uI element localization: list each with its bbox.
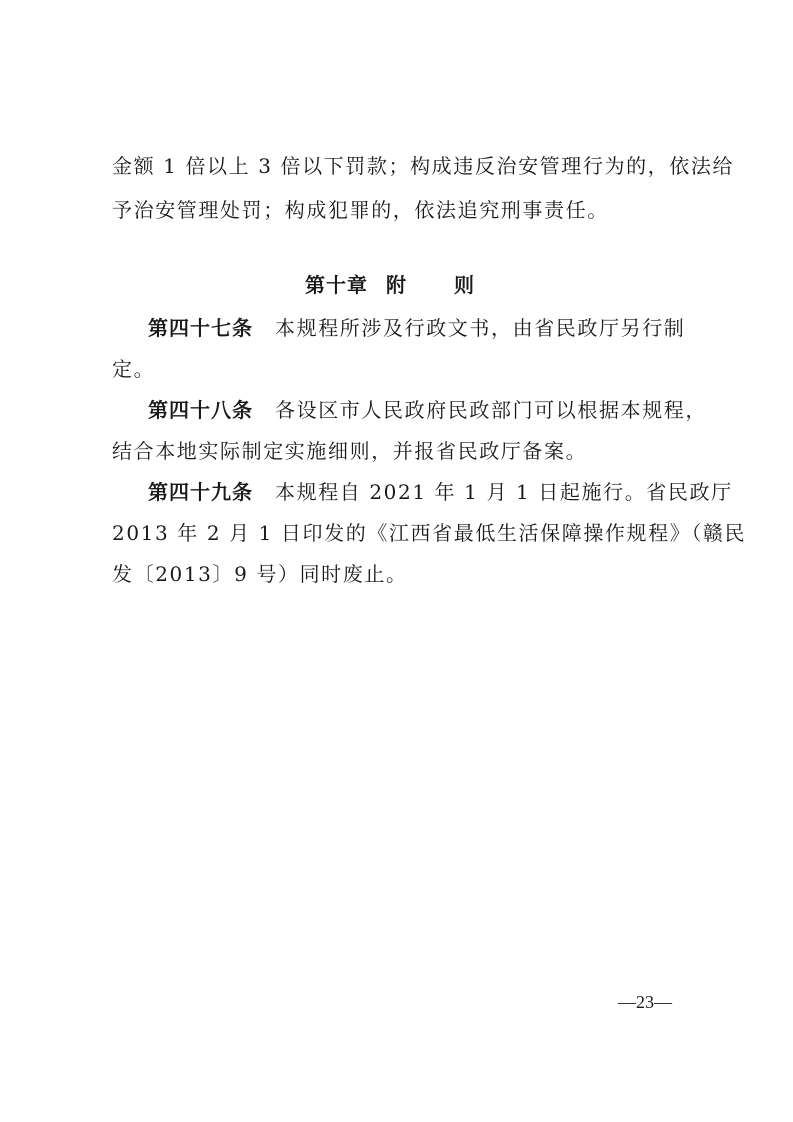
paragraph-continuation-line-1: 金额 1 倍以上 3 倍以下罚款；构成违反治安管理行为的，依法给	[112, 154, 735, 178]
article-49-label: 第四十九条	[148, 480, 253, 504]
chapter-title: 附 则	[386, 273, 488, 297]
chapter-number: 第十章	[305, 273, 368, 297]
paragraph-continuation-line-2: 予治安管理处罚；构成犯罪的，依法追究刑事责任。	[112, 198, 609, 222]
article-48-line-2: 结合本地实际制定实施细则，并报省民政厅备案。	[112, 439, 588, 463]
article-49-line-3: 发〔2013〕9 号）同时废止。	[112, 562, 408, 586]
article-47-line-1	[148, 314, 692, 342]
article-48-line-1	[148, 396, 707, 424]
article-47-label: 第四十七条	[148, 316, 253, 340]
article-48-text-1: 各设区市人民政府民政部门可以根据本规程，	[275, 398, 707, 422]
page-number: —23—	[618, 992, 672, 1012]
article-49-line-1	[148, 478, 733, 506]
article-47-text-1: 本规程所涉及行政文书，由省民政厅另行制	[275, 316, 686, 340]
article-49-line-2: 2013 年 2 月 1 日印发的《江西省最低生活保障操作规程》（赣民	[112, 521, 747, 545]
article-49-text-1: 本规程自 2021 年 1 月 1 日起施行。省民政厅	[275, 480, 733, 504]
article-48-label: 第四十八条	[148, 398, 253, 422]
chapter-heading	[0, 271, 793, 299]
article-47-line-2: 定。	[112, 357, 156, 381]
